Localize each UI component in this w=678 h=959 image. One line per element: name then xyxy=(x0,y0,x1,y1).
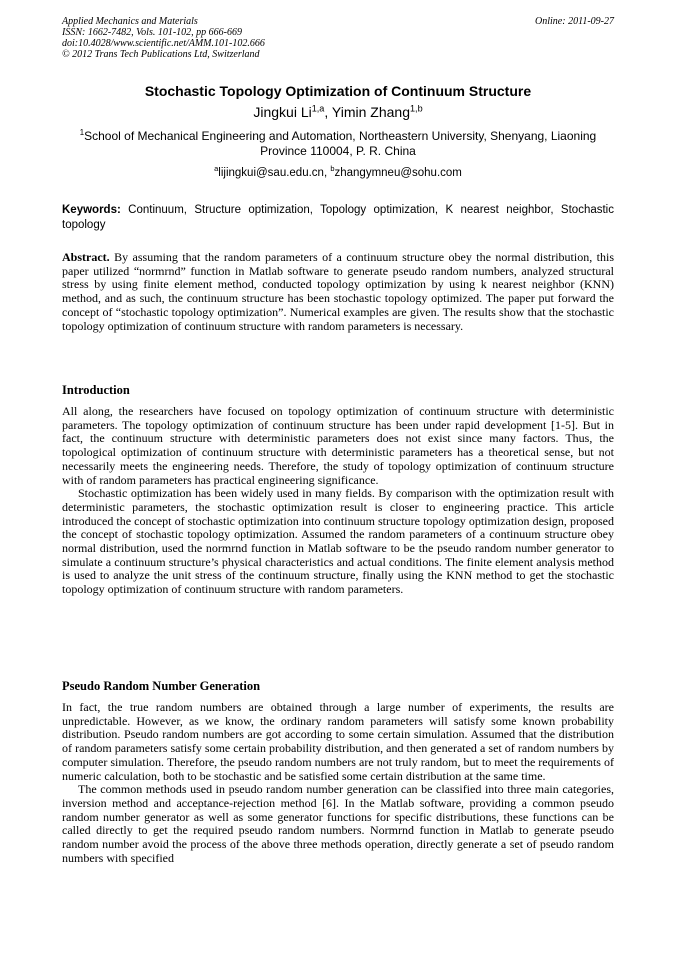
issn-line: ISSN: 1662-7482, Vols. 101-102, pp 666-669 xyxy=(62,27,242,38)
copyright-line: © 2012 Trans Tech Publications Ltd, Switzerland xyxy=(62,49,260,60)
paragraph: The common methods used in pseudo random number generation can be classified into three main categories, inversion method and acceptance-rejection method [6]. In the Matlab software, providing a common pseudo random number generator as well as some generator functions for specific distributions, these functions can be called directly to get the required pseudo random numbers. Normrnd function in Matlab to generate pseudo random number avoid the process of the above three methods operation, directly generate a set of pseudo random numbers with specified xyxy=(62,782,614,865)
email-mark: b xyxy=(330,164,335,174)
journal-name: Applied Mechanics and Materials xyxy=(62,16,198,27)
pseudo-body xyxy=(62,701,614,865)
pseudo-heading: Pseudo Random Number Generation xyxy=(62,679,261,693)
abstract xyxy=(62,251,614,333)
paragraph: All along, the researchers have focused on topology optimization of continuum structure with deterministic parameters. The topology optimization of continuum structure has been under rapid development [1-5]. But in fact, the continuum structure with deterministic parameters does not exist since many factors. Thus, the topological optimization of continuum structure with deterministic parameters has a theoretical sense, but not necessarily meets the engineering needs. Therefore, the study of topology optimization of continuum structure with of random parameters has practical engineering significance. xyxy=(62,404,614,487)
introduction-heading: Introduction xyxy=(62,383,130,397)
paragraph: In fact, the true random numbers are obtained through a large number of experiments, the results are unpredictable. However, as we know, the ordinary random parameters will satisfy some known probability distribution. Pseudo random numbers are got according to some certain simulation. Assumed that the distribution of random parameters satisfy some certain probability distribution, and then generated a set of random numbers by computer simulation. Therefore, the pseudo random numbers are not truly random, but to meet the requirements of numeric calculation, both to be stochastic and be satisfied some certain distribution at the same time. xyxy=(62,700,614,783)
paragraph: Stochastic optimization has been widely used in many fields. By comparison with the optimization result with deterministic parameters, the stochastic optimization result is closer to engineering practice. This article introduced the concept of stochastic optimization into continuum structure topology optimization design, proposed the concept of stochastic topology optimization. Assumed the random parameters of a continuum structure obey normal distribution, used the normrnd function in Matlab software to be the pseudo random number generator to simulate a continuum structure’s physical characteristics and actual conditions. The finite element analysis method is used to analyze the unit stress of the continuum structure, finally using the KNN method to get the stochastic topology optimization of continuum structure with random parameters. xyxy=(62,486,614,597)
author-affiliation-mark: 1,a xyxy=(311,103,325,114)
keywords xyxy=(62,203,614,232)
doi-line: doi:10.4028/www.scientific.net/AMM.101-102.666 xyxy=(62,38,265,49)
author-name: Jingkui Li xyxy=(253,104,312,120)
affiliation-mark: 1 xyxy=(79,128,85,137)
introduction-body xyxy=(62,405,614,597)
abstract-label: Abstract. xyxy=(62,250,110,264)
email-link[interactable]: lijingkui@sau.edu.cn xyxy=(218,167,324,179)
paper-title: Stochastic Topology Optimization of Continuum Structure xyxy=(144,83,532,99)
keywords-label: Keywords: xyxy=(62,204,121,216)
author-name: Yimin Zhang xyxy=(331,104,410,120)
author-separator: , xyxy=(324,104,332,120)
affiliation-text: School of Mechanical Engineering and Automation, Northeastern University, Shenyang, Liaoning Province 110004, P. R. China xyxy=(84,129,597,158)
journal-header xyxy=(62,16,614,60)
abstract-text: By assuming that the random parameters of a continuum structure obey the normal distribution, this paper utilized “normrnd” function in Matlab software to generate pseudo random numbers, analyzed structural stress by using finite element method, conducted topology optimization by using k nearest neighbor (KNN) method, and as such, the continuum structure has been stochastic topology optimized. The paper put forward the concept of “stochastic topology optimization”. Numerical examples are given. The results show that the stochastic topology optimization of continuum structure with random parameters is necessary. xyxy=(62,250,614,333)
email-mark: a xyxy=(214,164,219,174)
email-link[interactable]: zhangymneu@sohu.com xyxy=(334,167,462,179)
email-line xyxy=(62,166,614,180)
author-line xyxy=(62,104,614,121)
author-affiliation-mark: 1,b xyxy=(409,103,423,114)
email-separator: , xyxy=(323,167,331,179)
affiliation xyxy=(62,129,614,159)
keywords-text: Continuum, Structure optimization, Topology optimization, K nearest neighbor, Stochastic topology xyxy=(62,204,614,231)
online-date: Online: 2011-09-27 xyxy=(535,16,614,27)
